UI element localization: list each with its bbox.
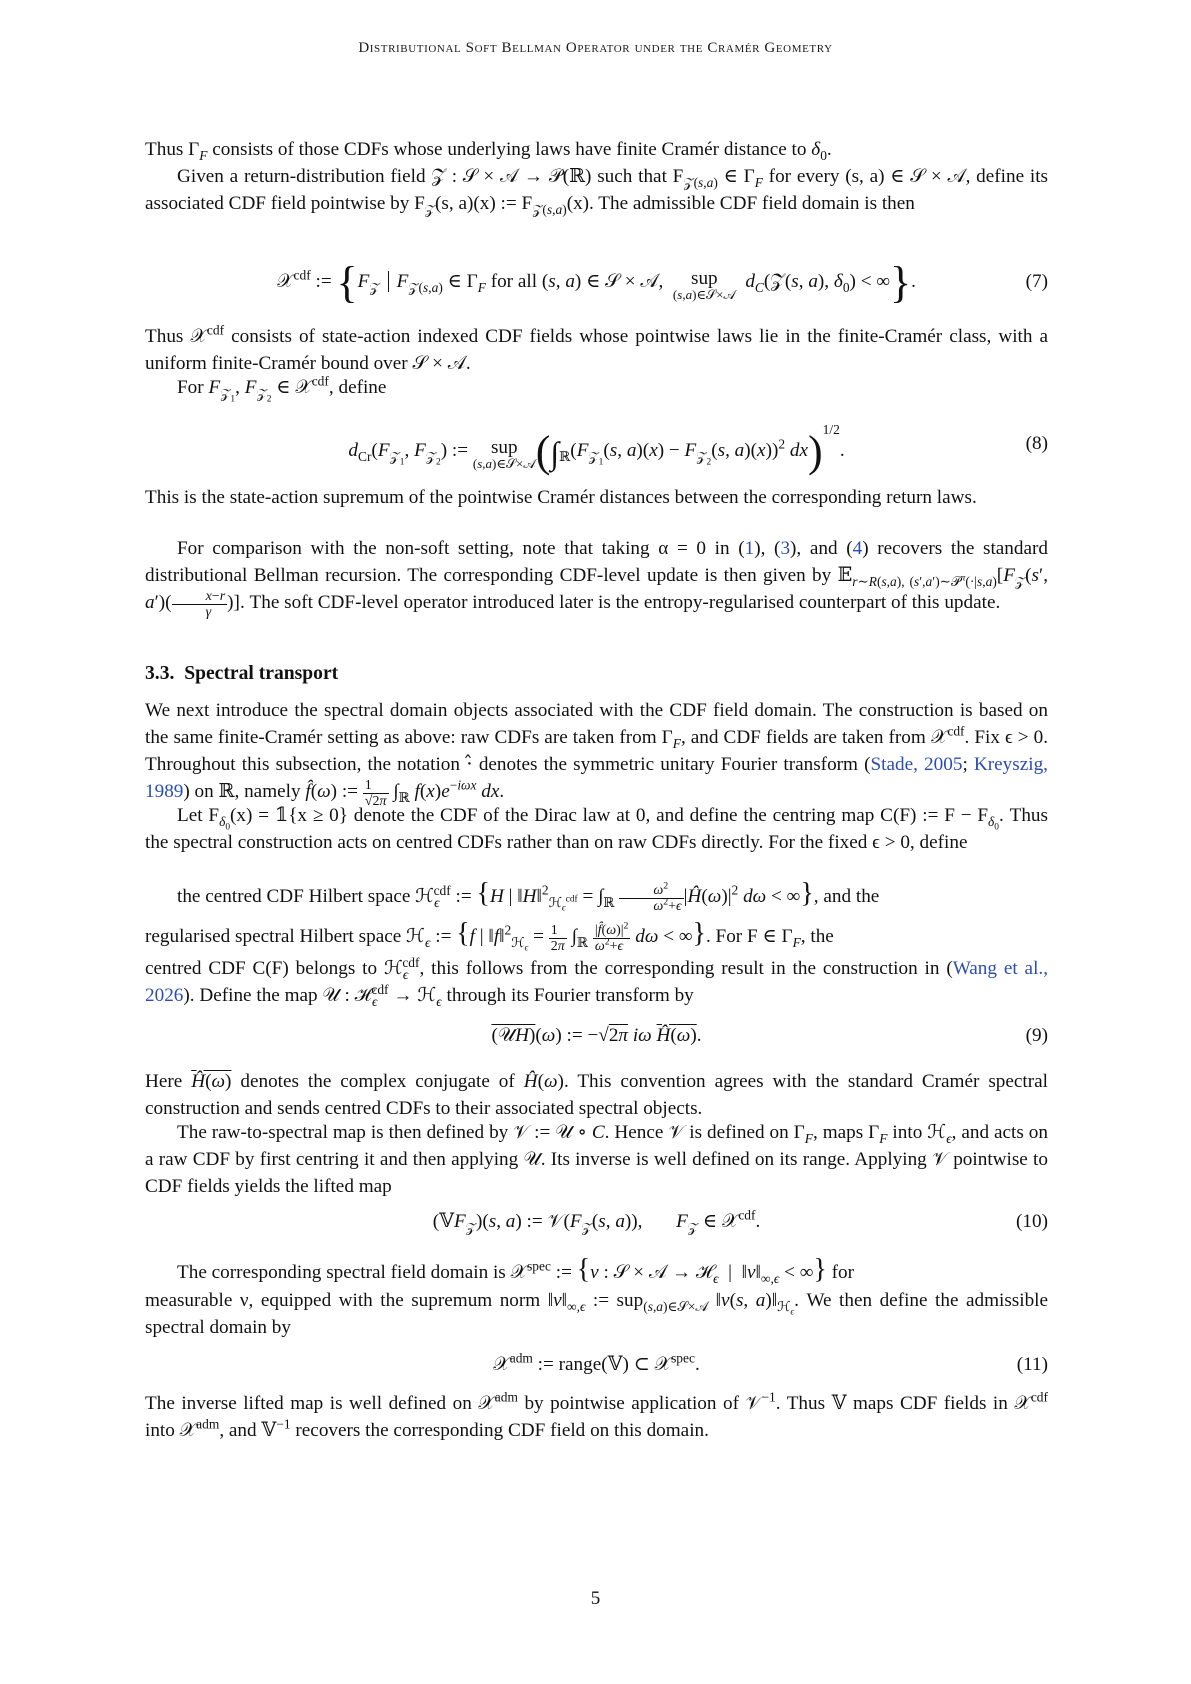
paragraph-gamma-f: Thus $\Gamma_F$ consists of those CDFs whose underlying laws have finite Cramér distance to $\delta_0$.	[145, 139, 832, 163]
paragraph-regularised-hilbert: regularised spectral Hilbert space ℋ$_\epsilon$ := {f | ‖f‖$^2_{ℋ_\epsilon}$ = $\frac{1}{2\pi}$ $\int_ℝ$ $\frac{|f̂(\omega)|^2}{\omega^2+\epsilon}$ dω < ∞}. For F ∈ $\Gamma_F$, the	[145, 918, 834, 954]
cite-eq-1[interactable]: 1	[744, 538, 755, 559]
paragraph-supremum: This is the state-action supremum of the pointwise Cramér distances between the corresponding return laws.	[145, 487, 977, 508]
equation-11-number: (11)	[1016, 1354, 1048, 1375]
equation-8: $d_{Cr}(F_{𝒵_1}$, $F_{𝒵_2}$) := sup (s,a)∈𝒮×𝒜 ($\int_ℝ(F_{𝒵_1}(s$, $a)(x) - F_{𝒵_2}(s$, a)(x))$^2$ dx)$^{1/2}$. (8)	[348, 422, 1048, 476]
cite-kreyszig[interactable]: Kreyszig, 1989	[145, 754, 1048, 802]
paragraph-centred-hilbert: the centred CDF Hilbert space ℋ$_\epsilon^{cdf}$ := {H | ‖H‖$^2_{ℋ_\epsilon^{cdf}}$ = $\int_ℝ$ $\frac{\omega^2}{\omega^2+\epsilon}$ $|Ĥ(\omega)|^2$ dω < ∞}, and the	[177, 878, 880, 914]
equation-7: 𝒳$^{cdf}$ := {$F_𝒵$ $F_{𝒵(s,a)}$ ∈ $\Gamma_F$ for all (s, a) ∈ 𝒮 × 𝒜, sup (s,a)∈𝒮×𝒜 $d_C(𝒵(s$, a), $\delta_0$) < ∞}. (7)	[277, 258, 1048, 307]
paragraph-x-cdf: Thus 𝒳$^{cdf}$ consists of state-action indexed CDF fields whose pointwise laws lie in the finite-Cramér class, with a uniform finite-Cramér bound over 𝒮 × 𝒜.	[145, 322, 1049, 374]
paragraph-sup-norm: measurable ν, equipped with the supremum norm $‖\nu‖_{\infty,\epsilon}$ := sup$_{(s,a)\in 𝒮\times 𝒜}$ ‖ν(s, $a)‖_{ℋ_\epsilon}$. We then define the admissible spectral domain by	[145, 1290, 1049, 1338]
paragraph-return-field: Given a return-distribution field 𝒵 : 𝒮 × 𝒜 → 𝒫(ℝ) such that $F_{𝒵(s,a)}$ ∈ $\Gamma_F$ for every (s, a) ∈ 𝒮 × 𝒜, define its associated CDF field pointwise by $F_𝒵(s$, a)(x) := $F_{𝒵(s,a)}(x)$. The admissible CDF field domain is then	[145, 166, 1049, 217]
paragraph-spectral-field: The corresponding spectral field domain is 𝒳$^{spec}$ := {ν : 𝒮 × 𝒜 → ℋ$_\epsilon$ | $‖\nu‖_{\infty,\epsilon}$ < ∞} for	[177, 1254, 854, 1286]
cite-stade[interactable]: Stade, 2005	[870, 754, 963, 775]
cite-eq-4[interactable]: 4	[852, 538, 863, 559]
equation-8-number: (8)	[1025, 433, 1048, 454]
paragraph-raw-to-spectral: The raw-to-spectral map is then defined by 𝒱 := 𝒰 ∘ C. Hence 𝒱 is defined on $\Gamma_F$, maps $\Gamma_F$ into ℋ$_\epsilon$, and acts on a raw CDF by first centring it and then applying 𝒰. Its inverse is well defined on its range. Applying 𝒱 pointwise to CDF fields yields the lifted map	[145, 1122, 1048, 1197]
paragraph-non-soft: For comparison with the non-soft setting, note that taking α = 0 in (1), (3), and (4) recovers the standard distributional Bellman recursion. The corresponding CDF-level update is then given by $𝔼_{r\sim R(s,a), (s',a')\sim 𝒫^\pi(\cdot|s,a)}[F_𝒵(s'$, a′)( $\frac{x-r}{\gamma}$ )]. The soft CDF-level operator introduced later is the entropy-regularised counterpart of this update.	[145, 538, 1049, 620]
equation-7-number: (7)	[1025, 271, 1048, 292]
paragraph-centred-cdf: centred CDF C(F) belongs to ℋ$_\epsilon^{cdf}$, this follows from the corresponding result in the construction in (Wang et al., 2026). Define the map 𝒰 : ℋ$_\epsilon^{cdf}$ → ℋ$_\epsilon$ through its Fourier transform by	[145, 954, 1049, 1009]
paragraph-define-dcr: For $F_{𝒵_1}$, $F_{𝒵_2}$ ∈ 𝒳$^{cdf}$, define	[177, 373, 387, 405]
equation-10-number: (10)	[1016, 1211, 1048, 1232]
cite-eq-3[interactable]: 3	[780, 538, 791, 559]
equation-9-number: (9)	[1025, 1025, 1048, 1046]
equation-10: (𝕍F$_𝒵$)(s, a) := $𝒱(F_𝒵(s$, a)), $F_𝒵$ ∈ 𝒳$^{cdf}$. (10)	[432, 1207, 1048, 1235]
page-number: 5	[590, 1588, 601, 1609]
paragraph-centring: Let $F_{\delta_0}(x)$ = 𝟙{x ≥ 0} denote the CDF of the Dirac law at 0, and define the centring map C(F) := $F - F_{\delta_0}$. Thus the spectral construction acts on centred CDFs rather than on raw CDFs directly. For the fixed ϵ > 0, define	[145, 805, 1048, 853]
equation-9: (𝒰H)(ω) := −√2π iω Ĥ(ω). (9)	[145, 1022, 1048, 1049]
cite-wang[interactable]: Wang et al., 2026	[145, 958, 1049, 1006]
section-heading: 3.3. Spectral transport	[145, 663, 339, 684]
paragraph-spectral-intro: We next introduce the spectral domain objects associated with the CDF field domain. The construction is based on the same finite-Cramér setting as above: raw CDFs are taken from $\Gamma_F$, and CDF fields are taken from 𝒳$^{cdf}$. Fix ϵ > 0. Throughout this subsection, the notation ⋅̂ denotes the symmetric unitary Fourier transform (Stade, 2005; Kreyszig, 1989) on ℝ, namely f̂(ω) := $\frac{1}{√2\pi}$ $\int_ℝ$ $f(x)e^{-i\omega x}$ dx.	[145, 700, 1048, 809]
paragraph-inverse-lifted: The inverse lifted map is well defined on 𝒳$^{adm}$ by pointwise application of 𝒱$^{-1}$. Thus 𝕍 maps CDF fields in 𝒳$^{cdf}$ into 𝒳$^{adm}$, and 𝕍$^{-1}$ recovers the corresponding CDF field on this domain.	[145, 1389, 1048, 1441]
paragraph-conjugate: Here Ĥ(ω) denotes the complex conjugate of Ĥ(ω). This convention agrees with the standard Cramér spectral construction and sends centred CDFs to their associated spectral objects.	[145, 1071, 1048, 1119]
equation-11: 𝒳$^{adm}$ := range(𝕍) ⊂ 𝒳$^{spec}$. (11)	[145, 1351, 1048, 1378]
running-title: Distributional Soft Bellman Operator under the Cramér Geometry	[358, 40, 833, 56]
